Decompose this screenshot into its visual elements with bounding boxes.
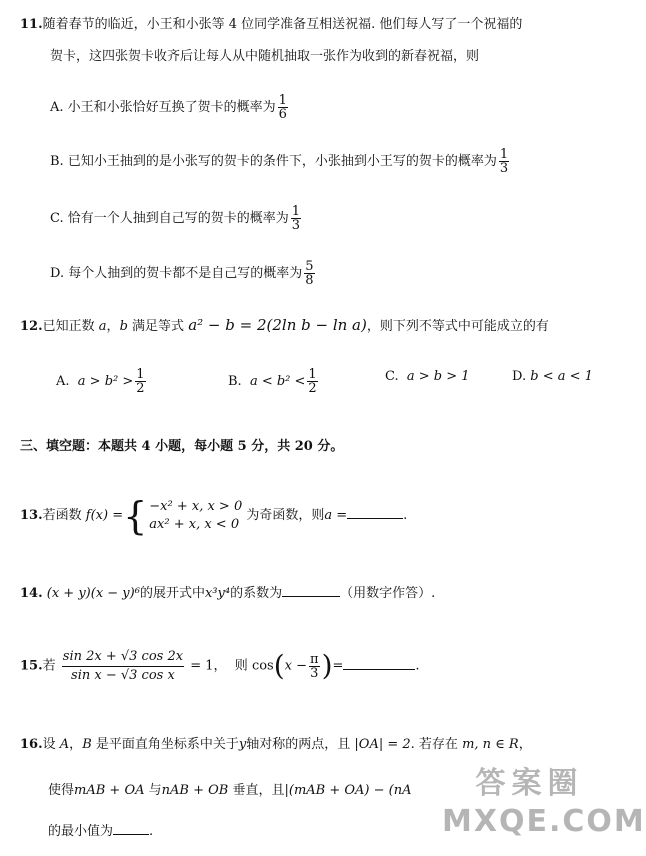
q15: 15.若 $\frac{\sin 2x + √3 \cos 2x}{\text{sin x − √3 cos x}}$ = 1， 则 cos(x − $\frac{\pi}{3}$ )= . [20, 648, 420, 683]
q11-option-c: C. 恰有一个人抽到自己写的贺卡的概率为 $\frac{1}{3}$ [50, 204, 301, 233]
fraction: $\frac{1}{3}$ [499, 147, 509, 176]
q12-equation: a² − b = 2(2ln b − ln a) [188, 316, 367, 334]
fraction: $\frac{1}{2}$ [308, 367, 317, 396]
q11-number: 11. [20, 17, 43, 32]
piecewise-cases: −x² + x, x > 0 ax² + x, x < 0 [149, 498, 243, 532]
q12-option-c: C. a > b > 1 [385, 369, 470, 384]
q11-option-d: D. 每个人抽到的贺卡都不是自己写的概率为 $\frac{5}{8}$ [50, 259, 314, 288]
brace-icon: { [123, 493, 148, 538]
q16-line2: 使得mAB + OA 与nAB + OB 垂直，且|(mAB + OA) − (nA [48, 783, 412, 798]
q13: 13.若函数 f(x) ={ −x² + x, x > 0 ax² + x, x < 0 为奇函数，则a = . [20, 493, 408, 538]
q16-line3: 的最小值为 . [48, 824, 154, 839]
watermark-logo: 答案圈 MXQE.COM [442, 766, 646, 839]
q12-stem: 12.已知正数 a，b 满足等式 a² − b = 2(2ln b − ln a)，则下列不等式中可能成立的有 [20, 316, 549, 334]
fraction: $\frac{1}{2}$ [136, 367, 145, 396]
q12-option-b: B. a < b² < $\frac{1}{2}$ [228, 367, 317, 396]
fraction: $\frac{1}{6}$ [278, 93, 287, 122]
answer-blank [347, 506, 403, 519]
answer-blank [113, 822, 149, 835]
fraction: $\frac{\pi}{3}$ [310, 651, 319, 681]
fraction: $\frac{1}{3}$ [291, 204, 301, 233]
answer-blank [343, 657, 415, 670]
q11-line1 [20, 16, 522, 34]
q11-stem-1: 随着春节的临近，小王和小张等 4 位同学准备互相送祝福. 他们每人写了一个祝福的 [42, 17, 523, 32]
q11-line2 [50, 48, 479, 66]
q12-option-a: A. a > b² > $\frac{1}{2}$ [56, 367, 145, 396]
q11-stem-2: 贺卡，这四张贺卡收齐后让每人从中随机抽取一张作为收到的新春祝福，则 [50, 49, 480, 64]
fraction: $\frac{\sin 2x + √3 \cos 2x}{\text{sin x − √3 cos x}}$ [62, 648, 184, 683]
q14: 14. (x + y)(x − y)⁶的展开式中x³y⁴的系数为 （用数字作答）. [20, 586, 436, 601]
fraction: $\frac{5}{8}$ [305, 259, 314, 288]
q12-option-d: D. b < a < 1 [512, 369, 593, 384]
q11-option-a: A. 小王和小张恰好互换了贺卡的概率为 $\frac{1}{6}$ [50, 93, 287, 122]
q16-line1: 16.设 A，B 是平面直角坐标系中关于y轴对称的两点，且 |OA| = 2. 若存在 m, n ∈ R， [20, 737, 532, 752]
q11-option-b: B. 已知小王抽到的是小张写的贺卡的条件下，小张抽到小王写的贺卡的概率为 $\frac{1}{3}$ [50, 147, 509, 176]
answer-blank [282, 584, 340, 597]
section-title: 三、填空题：本题共 4 小题，每小题 5 分，共 20 分。 [20, 439, 344, 454]
